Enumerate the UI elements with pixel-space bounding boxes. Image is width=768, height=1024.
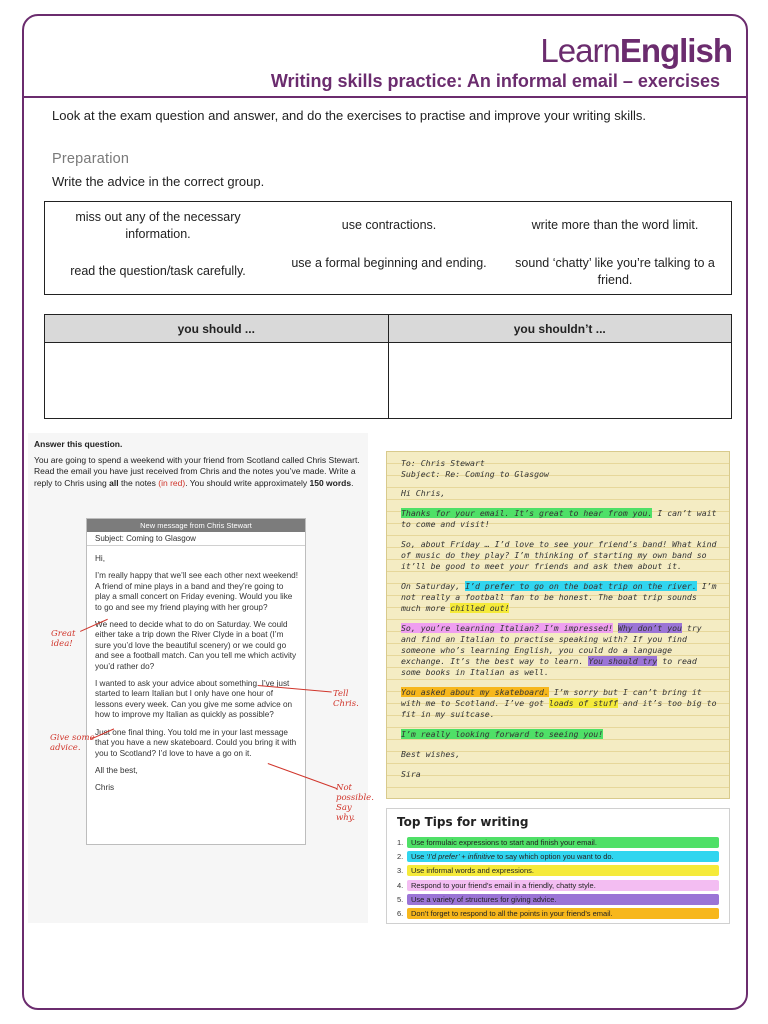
advice-item[interactable]: miss out any of the necessary information.: [75, 210, 241, 241]
tips-title: Top Tips for writing: [397, 815, 529, 829]
title-divider: [24, 96, 746, 98]
reply-sender: Sira: [401, 769, 421, 779]
email-greeting: Hi,: [95, 554, 106, 563]
email-titlebar: New message from Chris Stewart: [87, 519, 305, 532]
learnenglish-logo: LearnEnglish: [540, 32, 732, 69]
reply-greeting: Hi Chris,: [401, 488, 446, 498]
question-text: You are going to spend a weekend with your friend from Scotland called Chris Stewart. Read the email you have just received from Chris and the notes you’ve made. Write a reply to Chris using all the notes (in red). You should write approximately 150 words.: [34, 455, 360, 488]
email-paragraph: We need to decide what to do on Saturday. We could either take a trip down the River Clyde in a boat (I’m sure you’d love the beautiful scenery) or we could go and see a football match. Can you tell me which activity you’d rather do?: [95, 620, 297, 671]
tip-row: 5. Use a variety of structures for giving advice.: [397, 892, 719, 906]
tip-row: 2. Use ‘I’d prefer’ + infinitive to say which option you want to do.: [397, 849, 719, 863]
advice-item[interactable]: use contractions.: [341, 218, 437, 232]
note-great-idea: Great idea!: [51, 629, 76, 649]
intro-text: Look at the exam question and answer, and do the exercises to practise and improve your writing skills.: [52, 108, 646, 123]
you-shouldnt-answer-cell[interactable]: [388, 343, 732, 419]
email-sender: Chris: [95, 783, 115, 793]
you-shouldnt-header: you shouldn’t ...: [388, 315, 732, 343]
advice-item[interactable]: sound ‘chatty’ like you’re talking to a friend.: [515, 256, 715, 287]
top-tips-box: [386, 808, 730, 924]
reply-letter: [386, 451, 730, 799]
advice-box: [44, 201, 732, 295]
reply-paragraph: I’m really looking forward to seeing you!: [401, 729, 604, 739]
reply-paragraph: On Saturday, I’d prefer to go on the boat trip on the river. I’m not really a football fan to be honest. The boat trip sounds much more chilled out!: [401, 581, 717, 613]
email-paragraph: Just one final thing. You told me in your last message that you have a new skateboard. Could you bring it with you to Scotland? I’d love to have a go on it.: [95, 727, 297, 758]
email-paragraph: I’m really happy that we’ll see each other next weekend! A friend of mine plays in a band and they’re going to play a small concert on Friday evening. Would you like to go and see my friend playing with her group?: [95, 571, 298, 612]
note-tell-chris: Tell Chris.: [333, 689, 359, 709]
reply-paragraph: Thanks for your email. It’s great to hear from you. I can’t wait to come and visit!: [401, 508, 717, 529]
advice-item[interactable]: read the question/task carefully.: [70, 264, 246, 278]
preparation-heading: Preparation: [52, 151, 130, 167]
sorting-table: [44, 314, 732, 419]
email-paragraph: I wanted to ask your advice about something. I’ve just started to learn Italian but I only have one hour of lessons every week. Can you give me some advice on how to improve my Italian as quickly as possible?: [95, 679, 293, 720]
reply-subject: Subject: Re: Coming to Glasgow: [401, 469, 549, 479]
reply-paragraph: So, about Friday … I’d love to see your friend’s band! What kind of music do they play? I’m thinking of starting my own band so it’ll be good to meet your friends and ask them about it.: [401, 539, 717, 571]
note-give-advice: Give some advice.: [50, 733, 95, 753]
note-not-possible: Not possible. Say why.: [336, 783, 374, 823]
advice-item[interactable]: write more than the word limit.: [531, 218, 699, 232]
email-body: [87, 546, 305, 794]
tip-row: 1. Use formulaic expressions to start and finish your email.: [397, 835, 719, 849]
tip-row: 6. Don’t forget to respond to all the points in your friend’s email.: [397, 906, 719, 920]
exam-question-panel: [28, 433, 374, 923]
question-title: Answer this question.: [34, 439, 123, 449]
email-subject: Subject: Coming to Glasgow: [87, 532, 305, 546]
reply-paragraph: You asked about my skateboard. I’m sorry but I can’t bring it with me to Scotland. I’ve got loads of stuff and it’s too big to fit in my suitcase.: [401, 687, 717, 719]
instruction-text: Write the advice in the correct group.: [52, 174, 265, 189]
email-signoff: All the best,: [95, 765, 138, 775]
tip-row: 4. Respond to your friend’s email in a friendly, chatty style.: [397, 878, 719, 892]
you-should-header: you should ...: [45, 315, 389, 343]
reply-paragraph: So, you’re learning Italian? I’m impressed! Why don’t you try and find an Italian to practise speaking with? If you find someone who’s learning English, you could do a language exchange. It’s the best way to learn. You should try to read some books in Italian as well.: [401, 623, 702, 677]
tip-row: 3. Use informal words and expressions.: [397, 864, 719, 878]
page-title: Writing skills practice: An informal email – exercises: [270, 71, 720, 91]
advice-item[interactable]: use a formal beginning and ending.: [291, 256, 487, 270]
reply-signoff: Best wishes,: [401, 749, 461, 759]
you-should-answer-cell[interactable]: [45, 343, 389, 419]
email-window: [86, 518, 306, 845]
reply-to: To: Chris Stewart: [401, 458, 485, 468]
